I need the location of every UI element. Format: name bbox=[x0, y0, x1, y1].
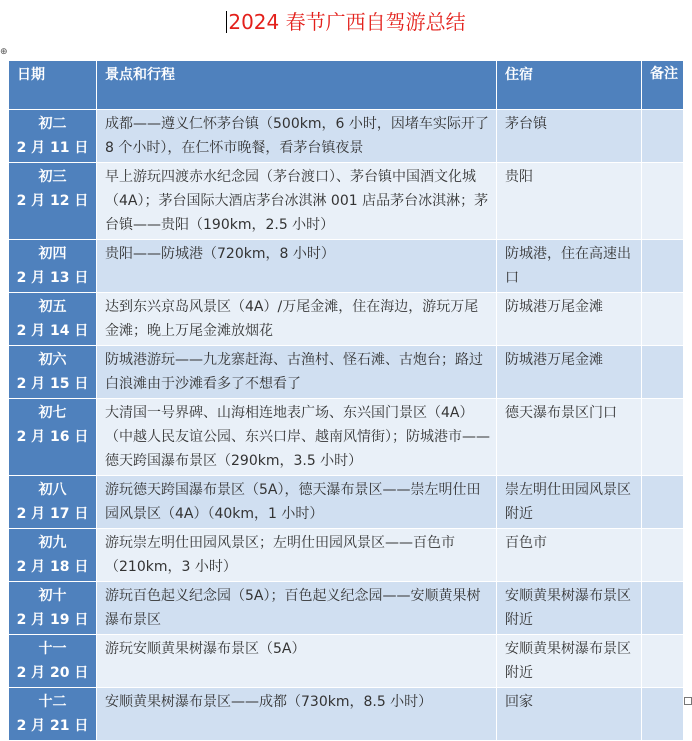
note-cell bbox=[642, 240, 684, 293]
lodging-cell: 安顺黄果树瀑布景区附近 bbox=[497, 635, 642, 688]
note-cell bbox=[642, 688, 684, 741]
note-cell bbox=[642, 110, 684, 163]
table-row bbox=[9, 110, 684, 163]
table-row bbox=[9, 399, 684, 476]
day-label: 初九 bbox=[38, 535, 67, 551]
itinerary-cell: 达到东兴京岛风景区（4A）/万尾金滩，住在海边，游玩万尾金滩；晚上万尾金滩放烟花 bbox=[97, 293, 497, 346]
document-title-text: 2024 春节广西自驾游总结 bbox=[228, 10, 466, 34]
table-row bbox=[9, 635, 684, 688]
table-row bbox=[9, 529, 684, 582]
date-cell bbox=[9, 293, 97, 346]
date-cell bbox=[9, 399, 97, 476]
table-row bbox=[9, 293, 684, 346]
itinerary-cell: 大清国一号界碑、山海相连地表广场、东兴国门景区（4A）（中越人民友谊公园、东兴口岸、越南风情街）；防城港市——德天跨国瀑布景区（290km，3.5 小时） bbox=[97, 399, 497, 476]
header-itinerary: 景点和行程 bbox=[97, 61, 497, 110]
date-label: 2 月 16 日 bbox=[16, 429, 89, 445]
table-row bbox=[9, 688, 684, 741]
date-label: 2 月 14 日 bbox=[16, 323, 89, 339]
table-row bbox=[9, 476, 684, 529]
itinerary-cell: 贵阳——防城港（720km，8 小时） bbox=[97, 240, 497, 293]
document-title bbox=[0, 6, 692, 35]
date-cell bbox=[9, 163, 97, 240]
date-label: 2 月 21 日 bbox=[16, 718, 89, 734]
date-label: 2 月 12 日 bbox=[16, 193, 89, 209]
note-cell bbox=[642, 635, 684, 688]
lodging-cell: 回家 bbox=[497, 688, 642, 741]
day-label: 十一 bbox=[38, 641, 67, 657]
date-cell bbox=[9, 346, 97, 399]
date-label: 2 月 11 日 bbox=[16, 140, 89, 156]
lodging-cell: 防城港，住在高速出口 bbox=[497, 240, 642, 293]
itinerary-cell: 游玩崇左明仕田园风景区；左明仕田园风景区——百色市（210km，3 小时） bbox=[97, 529, 497, 582]
itinerary-cell: 游玩安顺黄果树瀑布景区（5A） bbox=[97, 635, 497, 688]
itinerary-cell: 成都——遵义仁怀茅台镇（500km，6 小时，因堵车实际开了 8 个小时），在仁怀市晚餐，看茅台镇夜景 bbox=[97, 110, 497, 163]
header-lodging: 住宿 bbox=[497, 61, 642, 110]
table-row bbox=[9, 582, 684, 635]
date-label: 2 月 20 日 bbox=[16, 665, 89, 681]
day-label: 初七 bbox=[38, 405, 67, 421]
itinerary-cell: 游玩百色起义纪念园（5A）；百色起义纪念园——安顺黄果树瀑布景区 bbox=[97, 582, 497, 635]
table-header-row bbox=[9, 61, 684, 110]
lodging-cell: 崇左明仕田园风景区附近 bbox=[497, 476, 642, 529]
table-row bbox=[9, 240, 684, 293]
itinerary-table bbox=[8, 60, 684, 741]
day-label: 初三 bbox=[38, 169, 67, 185]
date-cell bbox=[9, 582, 97, 635]
date-cell bbox=[9, 529, 97, 582]
day-label: 初六 bbox=[38, 352, 67, 368]
note-cell bbox=[642, 529, 684, 582]
date-label: 2 月 19 日 bbox=[16, 612, 89, 628]
date-cell bbox=[9, 688, 97, 741]
lodging-cell: 安顺黄果树瀑布景区附近 bbox=[497, 582, 642, 635]
header-date: 日期 bbox=[9, 61, 97, 110]
header-note: 备注 bbox=[642, 61, 684, 110]
itinerary-cell: 游玩德天跨国瀑布景区（5A），德天瀑布景区——崇左明仕田园风景区（4A）（40km，1 小时） bbox=[97, 476, 497, 529]
day-label: 十二 bbox=[38, 694, 67, 710]
lodging-cell: 茅台镇 bbox=[497, 110, 642, 163]
day-label: 初二 bbox=[38, 116, 67, 132]
day-label: 初四 bbox=[38, 246, 67, 262]
date-cell bbox=[9, 635, 97, 688]
date-cell bbox=[9, 110, 97, 163]
lodging-cell: 防城港万尾金滩 bbox=[497, 293, 642, 346]
table-move-handle-icon[interactable]: ⊕ bbox=[0, 47, 8, 57]
table-row bbox=[9, 163, 684, 240]
note-cell bbox=[642, 346, 684, 399]
lodging-cell: 防城港万尾金滩 bbox=[497, 346, 642, 399]
note-cell bbox=[642, 476, 684, 529]
date-cell bbox=[9, 240, 97, 293]
note-cell bbox=[642, 399, 684, 476]
date-label: 2 月 15 日 bbox=[16, 376, 89, 392]
lodging-cell: 德天瀑布景区门口 bbox=[497, 399, 642, 476]
itinerary-cell: 安顺黄果树瀑布景区——成都（730km，8.5 小时） bbox=[97, 688, 497, 741]
lodging-cell: 百色市 bbox=[497, 529, 642, 582]
date-label: 2 月 17 日 bbox=[16, 506, 89, 522]
date-label: 2 月 18 日 bbox=[16, 559, 89, 575]
date-cell bbox=[9, 476, 97, 529]
table-resize-handle-icon[interactable] bbox=[684, 697, 692, 705]
itinerary-cell: 防城港游玩——九龙寨赶海、古渔村、怪石滩、古炮台；路过白浪滩由于沙滩看多了不想看了 bbox=[97, 346, 497, 399]
table-row bbox=[9, 346, 684, 399]
date-label: 2 月 13 日 bbox=[16, 270, 89, 286]
lodging-cell: 贵阳 bbox=[497, 163, 642, 240]
note-cell bbox=[642, 163, 684, 240]
note-cell bbox=[642, 293, 684, 346]
note-cell bbox=[642, 582, 684, 635]
itinerary-cell: 早上游玩四渡赤水纪念园（茅台渡口）、茅台镇中国酒文化城（4A）；茅台国际大酒店茅台冰淇淋 001 店品茅台冰淇淋；茅台镇——贵阳（190km，2.5 小时） bbox=[97, 163, 497, 240]
day-label: 初八 bbox=[38, 482, 67, 498]
day-label: 初十 bbox=[38, 588, 67, 604]
day-label: 初五 bbox=[38, 299, 67, 315]
